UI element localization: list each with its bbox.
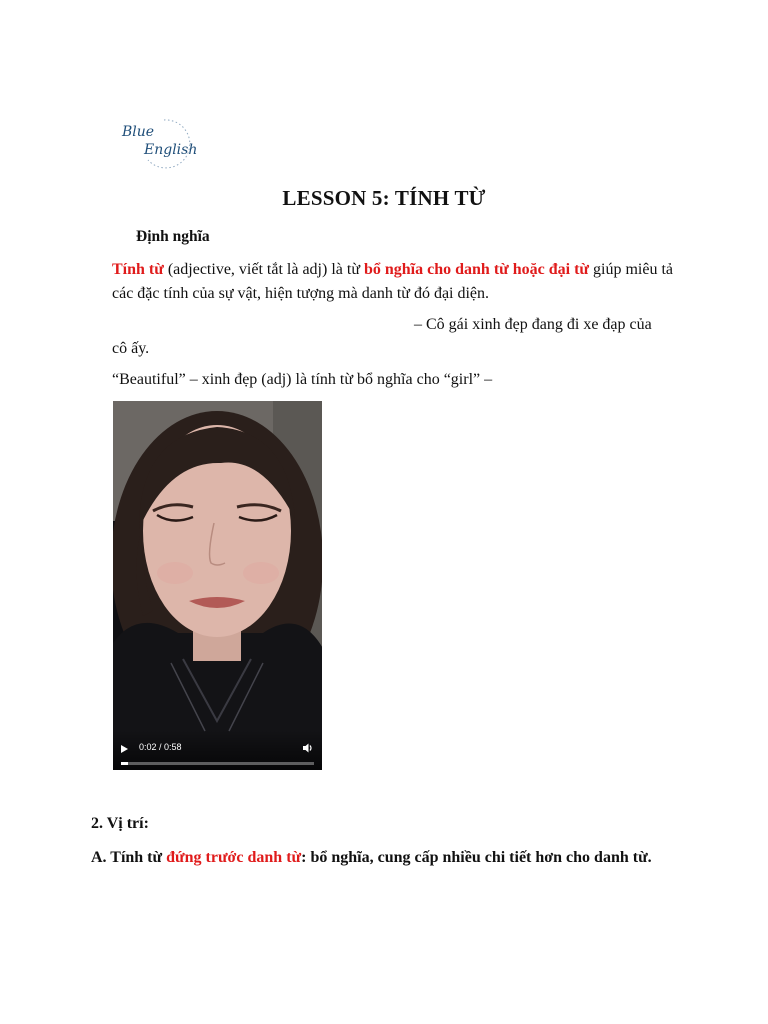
section-2-heading: 2. Vị trí:: [91, 815, 149, 832]
svg-text:Blue: Blue: [122, 124, 155, 140]
definition-highlight: bổ nghĩa cho danh từ hoặc đại từ: [363, 261, 590, 278]
section-a-highlight: đứng trước danh từ: [166, 849, 302, 866]
video-controls: [113, 730, 322, 770]
example-line-1: – Cô gái xinh đẹp đang đi xe đạp của: [414, 316, 652, 333]
lesson-title: LESSON 5: TÍNH TỪ: [282, 186, 486, 210]
definition-text-1: (adjective, viết tắt là adj) là từ: [163, 261, 364, 278]
blue-english-logo: [118, 110, 204, 170]
example-explanation: “Beautiful” – xinh đẹp (adj) là tính từ bổ nghĩa cho “girl” –: [112, 371, 493, 388]
video-progress-fill: [121, 762, 128, 765]
definition-paragraph: [112, 258, 692, 306]
video-progress-bar[interactable]: [121, 762, 314, 765]
section-a-prefix: A. Tính từ: [91, 849, 167, 866]
example-line-2: cô ấy.: [112, 340, 150, 357]
svg-text:English: English: [144, 142, 198, 158]
definition-text-2: giúp miêu tả các đặc tính của sự vật, hiện tượng mà danh từ đó đại diện.: [112, 261, 674, 302]
volume-icon[interactable]: [302, 742, 314, 754]
section-a-suffix: : bổ nghĩa, cung cấp nhiều chi tiết hơn cho danh từ.: [301, 849, 652, 866]
section-a-paragraph: [91, 846, 661, 870]
example-sentence: [112, 313, 692, 361]
term-adjective: Tính từ: [112, 261, 164, 278]
video-frame: [113, 401, 322, 770]
play-icon[interactable]: [121, 745, 128, 753]
definition-heading: Định nghĩa: [136, 228, 210, 245]
video-player[interactable]: [113, 401, 322, 770]
video-time: 0:02 / 0:58: [139, 742, 182, 752]
